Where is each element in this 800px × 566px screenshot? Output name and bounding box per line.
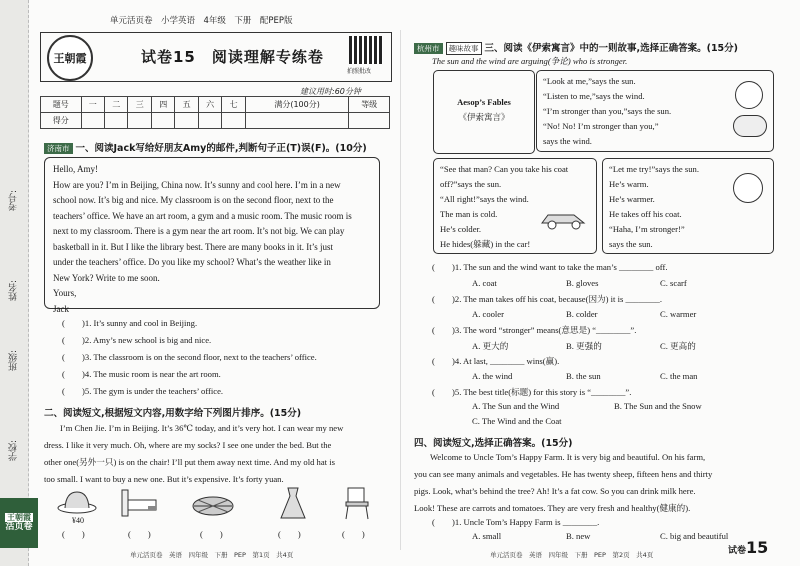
passage-line: I’m Chen Jie. I’m in Beijing. It’s 36℃ today, and it’s very hot. I can wear my new <box>60 423 344 433</box>
score-cell: 五 <box>175 97 198 113</box>
sec3-question-1[interactable]: ( )1. The sun and the wind want to take the man’s ________ off. <box>432 262 668 272</box>
passage-line: Look! These are carrots and tomatoes. They are very fresh and healthy(健康的). <box>414 503 691 513</box>
score-header-row <box>41 97 390 113</box>
email-line: How are you? I’m in Beijing, China now. It’s sunny and cool here. I’m in a new <box>53 179 341 190</box>
email-box <box>44 157 380 314</box>
car-icon <box>538 207 590 231</box>
region-tag: 济南市 <box>44 143 73 154</box>
story-line: He’s warmer. <box>609 194 655 204</box>
passage-line: Welcome to Uncle Tom’s Happy Farm. It is very big and beautiful. On his farm, <box>430 452 706 462</box>
sec3-q3-option-a[interactable]: A. 更大的 <box>472 341 509 351</box>
type-tag: 趣味故事 <box>446 42 482 55</box>
story-line: “Let me try!”says the sun. <box>609 164 699 174</box>
sec3-q1-option-a[interactable]: A. coat <box>472 278 497 288</box>
email-line: school now. It’s big and nice. My classroom is on the second floor, next to the <box>53 195 334 205</box>
picture-answer-2[interactable]: ( ) <box>128 529 151 539</box>
story-line: says the sun. <box>609 239 653 249</box>
section1-heading <box>44 140 367 154</box>
story-line: He takes off his coat. <box>609 209 682 219</box>
score-cell: 题号 <box>41 97 82 113</box>
wind-cloud-icon <box>733 115 767 137</box>
sec3-q5-option-b[interactable]: B. The Sun and the Snow <box>614 401 702 411</box>
sec4-q1-option-a[interactable]: A. small <box>472 531 502 541</box>
sec3-q4-option-a[interactable]: A. the wind <box>472 371 513 381</box>
score-input[interactable] <box>349 113 390 129</box>
sec1-question-4[interactable]: ( )4. The music room is near the art room. <box>62 369 221 379</box>
story-line: He’s warm. <box>609 179 649 189</box>
sec3-question-5[interactable]: ( )5. The best title(标题) for this story is “________”. <box>432 387 632 397</box>
score-input[interactable] <box>175 113 198 129</box>
score-cell: 六 <box>198 97 221 113</box>
score-cell: 等级 <box>349 97 390 113</box>
story-panel-1 <box>536 70 774 152</box>
story-line: off?”says the sun. <box>440 179 502 189</box>
footer-right: 单元活页卷 英语 四年级 下册 PEP 第2页 共4页 <box>490 551 654 559</box>
score-table <box>40 96 390 129</box>
story-intro: The sun and the wind are arguing(争论) who is stronger. <box>432 56 628 66</box>
email-line: under the teachers’ office. Do you like my school? What’s the weather like in <box>53 257 331 267</box>
passage-line: pigs. Look, what’s behind the tree? Ah! It’s a fat cow. So you can drink milk here. <box>414 486 696 496</box>
footer-left: 单元活页卷 英语 四年级 下册 PEP 第1页 共4页 <box>130 551 294 559</box>
section2-title: 二、阅读短文,根据短文内容,用数字给下列图片排序。(15分) <box>44 408 302 419</box>
passage-line: too small. I want to buy a new one. But it’s expensive. It’s forty yuan. <box>44 474 284 484</box>
hat-price: ¥40 <box>72 516 84 525</box>
story-line: “Listen to me,”says the wind. <box>543 91 645 101</box>
story-line: “Haha, I’m stronger!” <box>609 224 685 234</box>
email-line: teachers’ office. We have an art room, a gym and a music room. The music room is <box>53 210 352 221</box>
region-tag: 杭州市 <box>414 43 443 54</box>
page-label: 试卷 <box>728 546 747 556</box>
bed-image <box>118 486 160 520</box>
section3-title: 三、阅读《伊索寓言》中的一则故事,选择正确答案。(15分) <box>484 43 739 54</box>
header-box <box>40 32 392 82</box>
sec3-question-3[interactable]: ( )3. The word “stronger” means(意思是) “________”. <box>432 325 637 335</box>
score-cell: 三 <box>128 97 151 113</box>
passage-line: other one(另外一只) is on the chair! I’ll put them away next time. And my old hat is <box>44 457 335 467</box>
sec1-question-1[interactable]: ( )1. It’s sunny and cool in Beijing. <box>62 318 198 328</box>
story-line: “See that man? Can you take his coat <box>440 164 569 174</box>
email-line: Jack <box>53 303 69 314</box>
sec3-q3-option-b[interactable]: B. 更强的 <box>566 341 602 351</box>
story-line: “No! No! I’m stronger than you,” <box>543 121 659 131</box>
story-panel-3 <box>602 158 774 254</box>
page-number: 15 <box>746 538 769 557</box>
story-line: He’s colder. <box>440 224 482 234</box>
aesop-subtitle: 《伊索寓言》 <box>458 112 510 122</box>
top-bar: 单元活页卷 小学英语 4年级 下册 配PEP版 <box>110 16 293 26</box>
corner-badge <box>0 498 38 548</box>
sec2-passage <box>44 420 386 488</box>
story-line: “All right!”says the wind. <box>440 194 529 204</box>
gutter-xingming: 姓名: <box>9 280 19 302</box>
aesop-box <box>433 70 535 154</box>
picture-answer-1[interactable]: ( ) <box>62 529 85 539</box>
sec3-question-4[interactable]: ( )4. At last, ________ wins(赢). <box>432 356 560 366</box>
gutter-banji: 班级: <box>9 350 19 372</box>
binding-gutter <box>0 0 29 566</box>
sec3-q5-option-c[interactable]: C. The Wind and the Coat <box>472 416 562 426</box>
hat-image <box>56 486 98 520</box>
picture-answer-3[interactable]: ( ) <box>200 529 223 539</box>
page-title: 试卷15 阅读理解专练卷 <box>141 48 324 66</box>
sec3-q1-option-c[interactable]: C. scarf <box>660 278 687 288</box>
score-input[interactable] <box>198 113 221 129</box>
score-input[interactable] <box>128 113 151 129</box>
brand-logo: 王朝霞 <box>47 35 93 81</box>
stadium-image <box>192 486 234 520</box>
story-line: The man is cold. <box>440 209 498 219</box>
gutter-kaohao: 考号: <box>9 190 19 212</box>
gutter-xuexiao: 学校: <box>9 440 19 462</box>
dress-image <box>272 486 314 520</box>
sec3-q2-option-b[interactable]: B. colder <box>566 309 598 319</box>
sec1-question-3[interactable]: ( )3. The classroom is on the second floor, next to the teachers’ office. <box>62 352 317 362</box>
sec3-q4-option-c[interactable]: C. the man <box>660 371 698 381</box>
score-input[interactable] <box>222 113 245 129</box>
email-line: Yours, <box>53 288 77 298</box>
section1-title: 一、阅读Jack写给好朋友Amy的邮件,判断句子正(T)误(F)。(10分) <box>75 143 367 154</box>
score-cell: 一 <box>81 97 104 113</box>
picture-answer-4[interactable]: ( ) <box>278 529 301 539</box>
email-line: Hello, Amy! <box>53 164 98 174</box>
sec3-question-2[interactable]: ( )2. The man takes off his coat, because(因为) it is ________. <box>432 294 662 304</box>
qr-code-icon[interactable] <box>349 36 383 64</box>
story-panel-2 <box>433 158 597 254</box>
passage-line: you can see many animals and vegetables. He has twenty sheep, fifteen hens and thirty <box>414 469 713 479</box>
score-input[interactable] <box>245 113 349 129</box>
page-divider <box>400 30 401 550</box>
score-cell: 得分 <box>41 113 82 129</box>
sec3-q2-option-a[interactable]: A. cooler <box>472 309 504 319</box>
sec3-q1-option-b[interactable]: B. gloves <box>566 278 599 288</box>
picture-answer-5[interactable]: ( ) <box>342 529 365 539</box>
sec4-passage <box>414 449 786 517</box>
badge-brand: 王朝霞 <box>7 512 31 522</box>
sec3-q3-option-c[interactable]: C. 更高的 <box>660 341 696 351</box>
score-row <box>41 113 390 129</box>
email-line: basketball in it. But I like the library best. There are many books in it. It’s just <box>53 241 334 252</box>
sun-icon <box>735 81 763 109</box>
aesop-title: Aesop’s Fables <box>457 97 511 107</box>
email-line: next to my classroom. There is a gym near the art room. It’s not big. We can play <box>53 226 345 236</box>
story-line: “Look at me,”says the sun. <box>543 76 636 86</box>
score-cell: 四 <box>151 97 174 113</box>
story-line: He hides(躲藏) in the car! <box>440 239 531 249</box>
sec3-q2-option-c[interactable]: C. warmer <box>660 309 697 319</box>
passage-line: dress. I like it very much. Oh, where are my socks? I see one under the bed. But the <box>44 440 332 450</box>
qr-label: 拍照批改 <box>347 68 372 75</box>
email-line: New York? Write to me soon. <box>53 272 160 283</box>
sec1-question-2[interactable]: ( )2. Amy’s new school is big and nice. <box>62 335 212 345</box>
sec4-q1-option-b[interactable]: B. new <box>566 531 591 541</box>
score-cell: 二 <box>105 97 128 113</box>
badge-type: 活页卷 <box>5 522 33 533</box>
score-input[interactable] <box>151 113 174 129</box>
score-cell: 满分(100分) <box>245 97 349 113</box>
section4-title: 四、阅读短文,选择正确答案。(15分) <box>414 438 573 449</box>
sun-icon <box>733 173 763 203</box>
story-line: says the wind. <box>543 136 592 146</box>
chair-image <box>336 486 378 520</box>
sec1-question-5[interactable]: ( )5. The gym is under the teachers’ office. <box>62 386 224 396</box>
sec3-q5-option-a[interactable]: A. The Sun and the Wind <box>472 401 560 411</box>
time-note: 建议用时:60分钟 <box>300 87 361 96</box>
page-number-badge <box>728 538 768 557</box>
score-input[interactable] <box>81 113 104 129</box>
score-input[interactable] <box>105 113 128 129</box>
sec4-question-1[interactable]: ( )1. Uncle Tom’s Happy Farm is ________. <box>432 517 600 527</box>
section3-heading <box>414 40 738 55</box>
story-line: “I’m stronger than you,”says the sun. <box>543 106 672 116</box>
score-cell: 七 <box>222 97 245 113</box>
sec3-q4-option-b[interactable]: B. the sun <box>566 371 601 381</box>
sec4-q1-option-c[interactable]: C. big and beautiful <box>660 531 729 541</box>
